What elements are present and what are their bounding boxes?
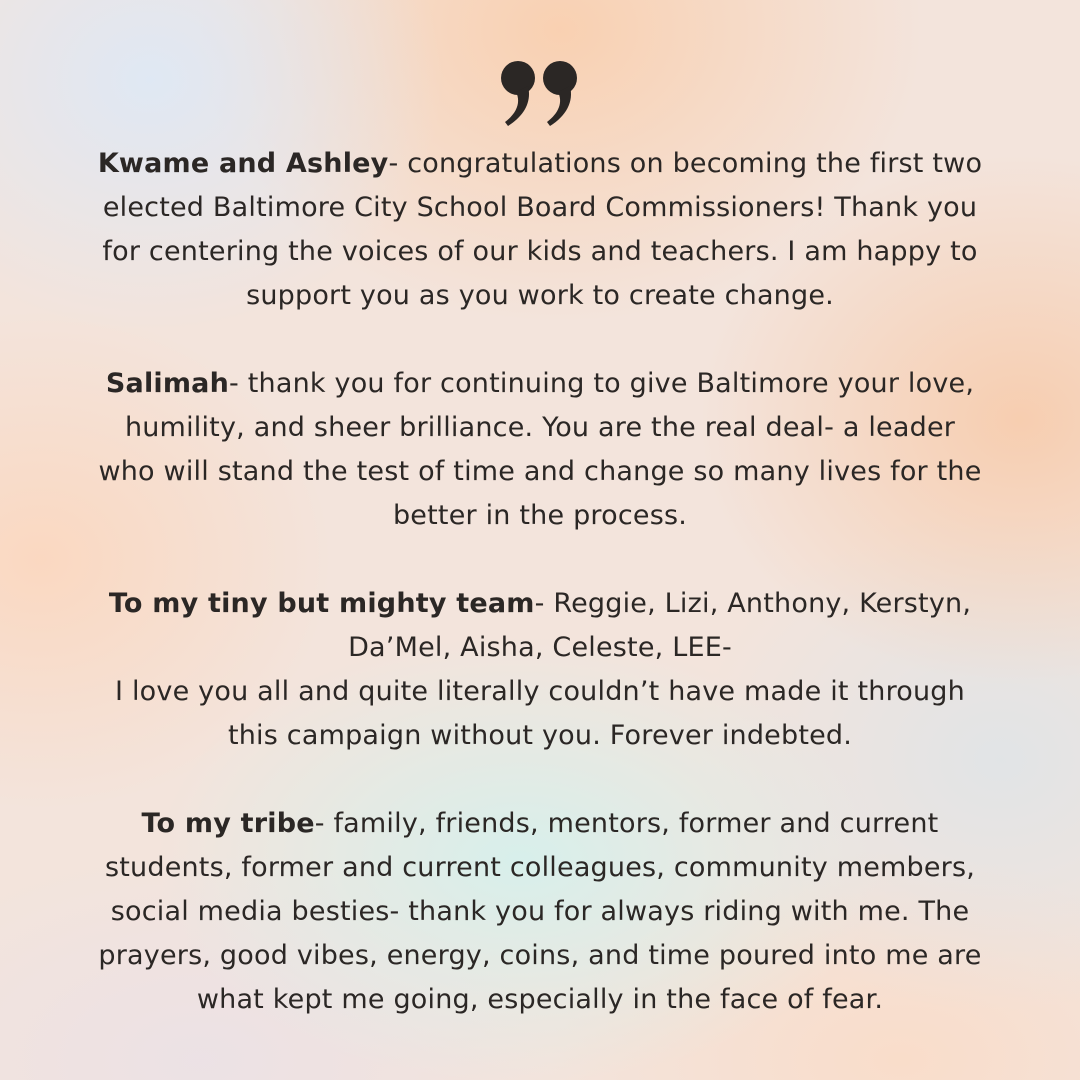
text-line: prayers, good vibes, energy, coins, and time poured into me are <box>98 940 982 971</box>
quotation-mark-icon <box>498 58 582 128</box>
text-line: - congratulations on becoming the first two <box>388 148 983 179</box>
paragraph-salimah <box>40 362 1040 538</box>
text-line: I love you all and quite literally couldn’t have made it through <box>115 676 965 707</box>
paragraph-lead: Salimah <box>105 368 230 399</box>
text-line: social media besties- thank you for always riding with me. The <box>110 896 970 927</box>
text-line: what kept me going, especially in the face of fear. <box>196 984 884 1015</box>
text-line: who will stand the test of time and change so many lives for the <box>98 456 982 487</box>
text-line: this campaign without you. Forever indebted. <box>227 720 853 751</box>
text-line: elected Baltimore City School Board Commissioners! Thank you <box>102 192 978 223</box>
text-line: students, former and current colleagues, community members, <box>104 852 976 883</box>
paragraph-lead: Kwame and Ashley <box>97 148 389 179</box>
paragraph-tribe <box>40 802 1040 1022</box>
message-body <box>40 142 1040 1022</box>
text-line: for centering the voices of our kids and teachers. I am happy to <box>102 236 978 267</box>
text-line: humility, and sheer brilliance. You are the real deal- a leader <box>124 412 956 443</box>
text-line: better in the process. <box>392 500 688 531</box>
paragraph-team <box>40 582 1040 758</box>
paragraph-lead: To my tribe <box>141 808 315 839</box>
text-line: Da’Mel, Aisha, Celeste, LEE- <box>348 632 732 663</box>
text-line: - thank you for continuing to give Baltimore your love, <box>229 368 975 399</box>
paragraph-kwame-ashley <box>40 142 1040 318</box>
paragraph-lead: To my tiny but mighty team <box>108 588 535 619</box>
text-line: support you as you work to create change. <box>246 280 834 311</box>
text-line: - family, friends, mentors, former and current <box>314 808 939 839</box>
text-line: - Reggie, Lizi, Anthony, Kerstyn, <box>534 588 972 619</box>
